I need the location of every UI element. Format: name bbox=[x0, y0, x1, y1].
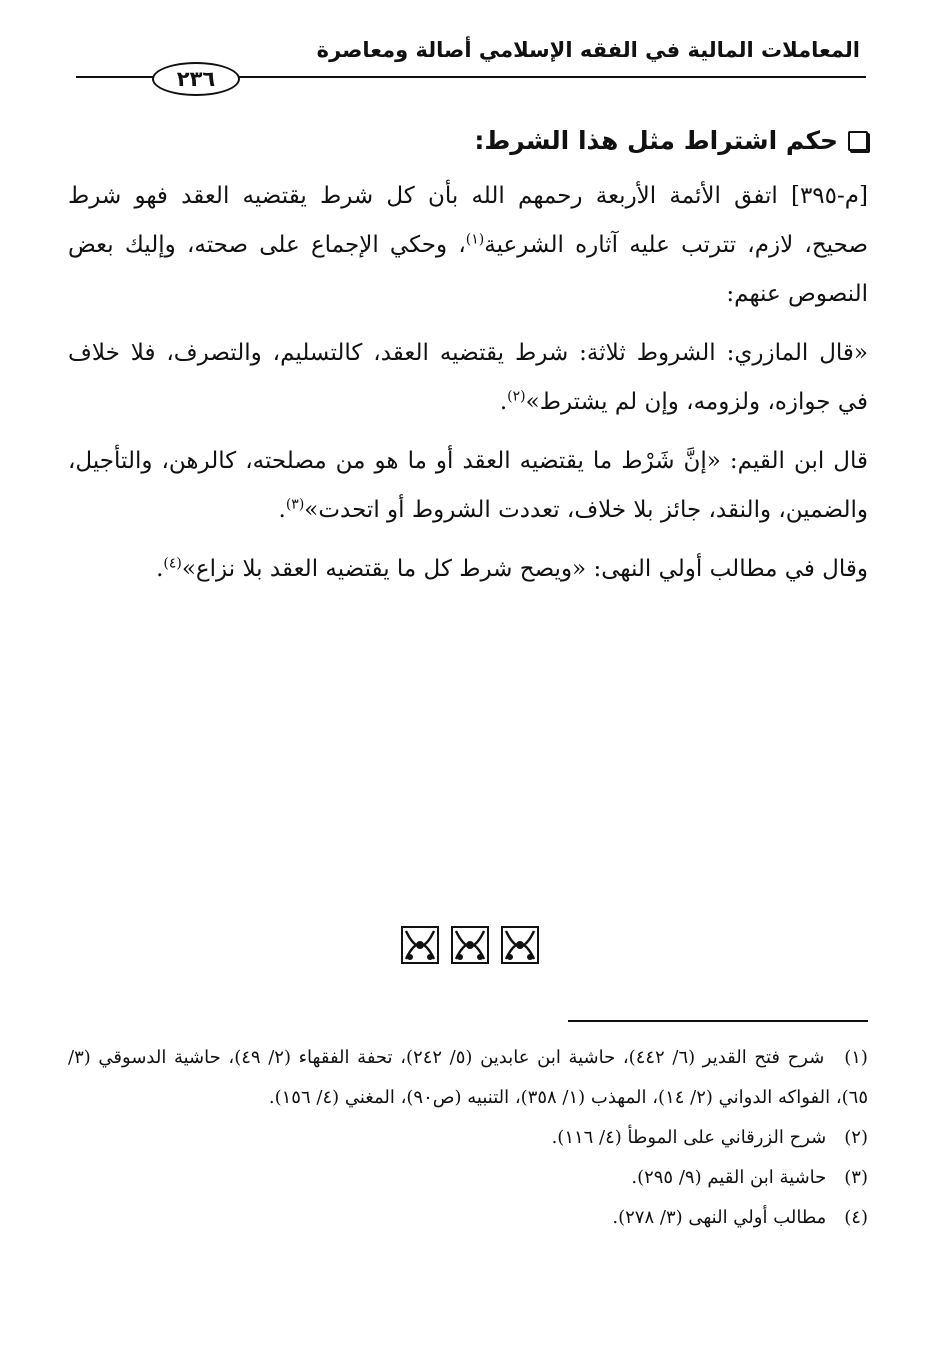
paragraph-tail: . bbox=[156, 556, 164, 582]
page-number: ٢٣٦ bbox=[152, 62, 240, 96]
footnote-text: مطالب أولي النهى (٣/ ٢٧٨). bbox=[612, 1207, 827, 1228]
footnote-text: شرح فتح القدير (٦/ ٤٤٢)، حاشية ابن عابدين (٥/ ٢٤٢)، تحفة الفقهاء (٢/ ٤٩)، حاشية الدسوقي (٣/ ٦٥)، الفواكه الدواني (٢/ ١٤)، المهذب (١/ ٣٥٨)، التنبيه (ص٩٠)، المغني (٤/ ١٥٦). bbox=[68, 1047, 868, 1108]
footnote-ref[interactable]: (٣) bbox=[285, 496, 305, 513]
checkbox-square-icon bbox=[848, 131, 868, 151]
section-divider-ornament bbox=[400, 925, 540, 969]
floral-ornament-icon bbox=[450, 925, 490, 965]
footnote-number: (١) bbox=[844, 1047, 868, 1068]
footnote-3 bbox=[68, 1158, 868, 1198]
footnote-4 bbox=[68, 1198, 868, 1238]
footnote-number: (٣) bbox=[844, 1167, 868, 1188]
paragraph-tail: . bbox=[499, 389, 508, 415]
footnote-1 bbox=[68, 1038, 868, 1118]
footnote-number: (٤) bbox=[844, 1207, 868, 1228]
paragraph-text: قال ابن القيم: «إنَّ شَرْط ما يقتضيه العقد أو ما هو من مصلحته، كالرهن، والتأجيل، والضمين، والنقد، جائز بلا خلاف، تعددت الشروط أو اتحدت» bbox=[68, 448, 868, 523]
paragraph bbox=[68, 172, 868, 319]
footnote-number: (٢) bbox=[844, 1127, 868, 1148]
footnote-ref[interactable]: (١) bbox=[465, 231, 485, 248]
paragraph-text: وقال في مطالب أولي النهى: «ويصح شرط كل ما يقتضيه العقد بلا نزاع» bbox=[181, 556, 868, 582]
running-header bbox=[66, 34, 866, 112]
section-heading bbox=[68, 118, 868, 164]
book-title: المعاملات المالية في الفقه الإسلامي أصالة ومعاصرة bbox=[316, 38, 860, 62]
paragraph-text: «قال المازري: الشروط ثلاثة: شرط يقتضيه العقد، كالتسليم، والتصرف، فلا خلاف في جوازه، ولزومه، وإن لم يشترط» bbox=[68, 340, 868, 415]
section-heading-text: حكم اشتراط مثل هذا الشرط: bbox=[474, 126, 838, 155]
paragraph-text: [م-٣٩٥] اتفق الأئمة الأربعة رحمهم الله بأن كل شرط يقتضيه العقد فهو شرط صحيح، لازم، تترتب عليه آثاره الشرعية bbox=[68, 183, 869, 258]
paragraph-tail: ، وحكي الإجماع على صحته، وإليك بعض النصوص عنهم: bbox=[68, 232, 868, 307]
paragraph bbox=[68, 437, 868, 535]
footnote-ref[interactable]: (٤) bbox=[163, 555, 182, 572]
main-text bbox=[68, 118, 868, 604]
footnote-2 bbox=[68, 1118, 868, 1158]
footnote-ref[interactable]: (٢) bbox=[507, 388, 526, 405]
floral-ornament-icon bbox=[400, 925, 440, 965]
paragraph bbox=[68, 329, 868, 427]
footnotes bbox=[68, 1038, 868, 1238]
paragraph-tail: . bbox=[278, 497, 286, 523]
footnote-text: شرح الزرقاني على الموطأ (٤/ ١١٦). bbox=[551, 1127, 827, 1148]
floral-ornament-icon bbox=[500, 925, 540, 965]
paragraph bbox=[68, 545, 868, 594]
footnote-separator bbox=[568, 1020, 868, 1022]
footnote-text: حاشية ابن القيم (٩/ ٢٩٥). bbox=[631, 1167, 827, 1188]
